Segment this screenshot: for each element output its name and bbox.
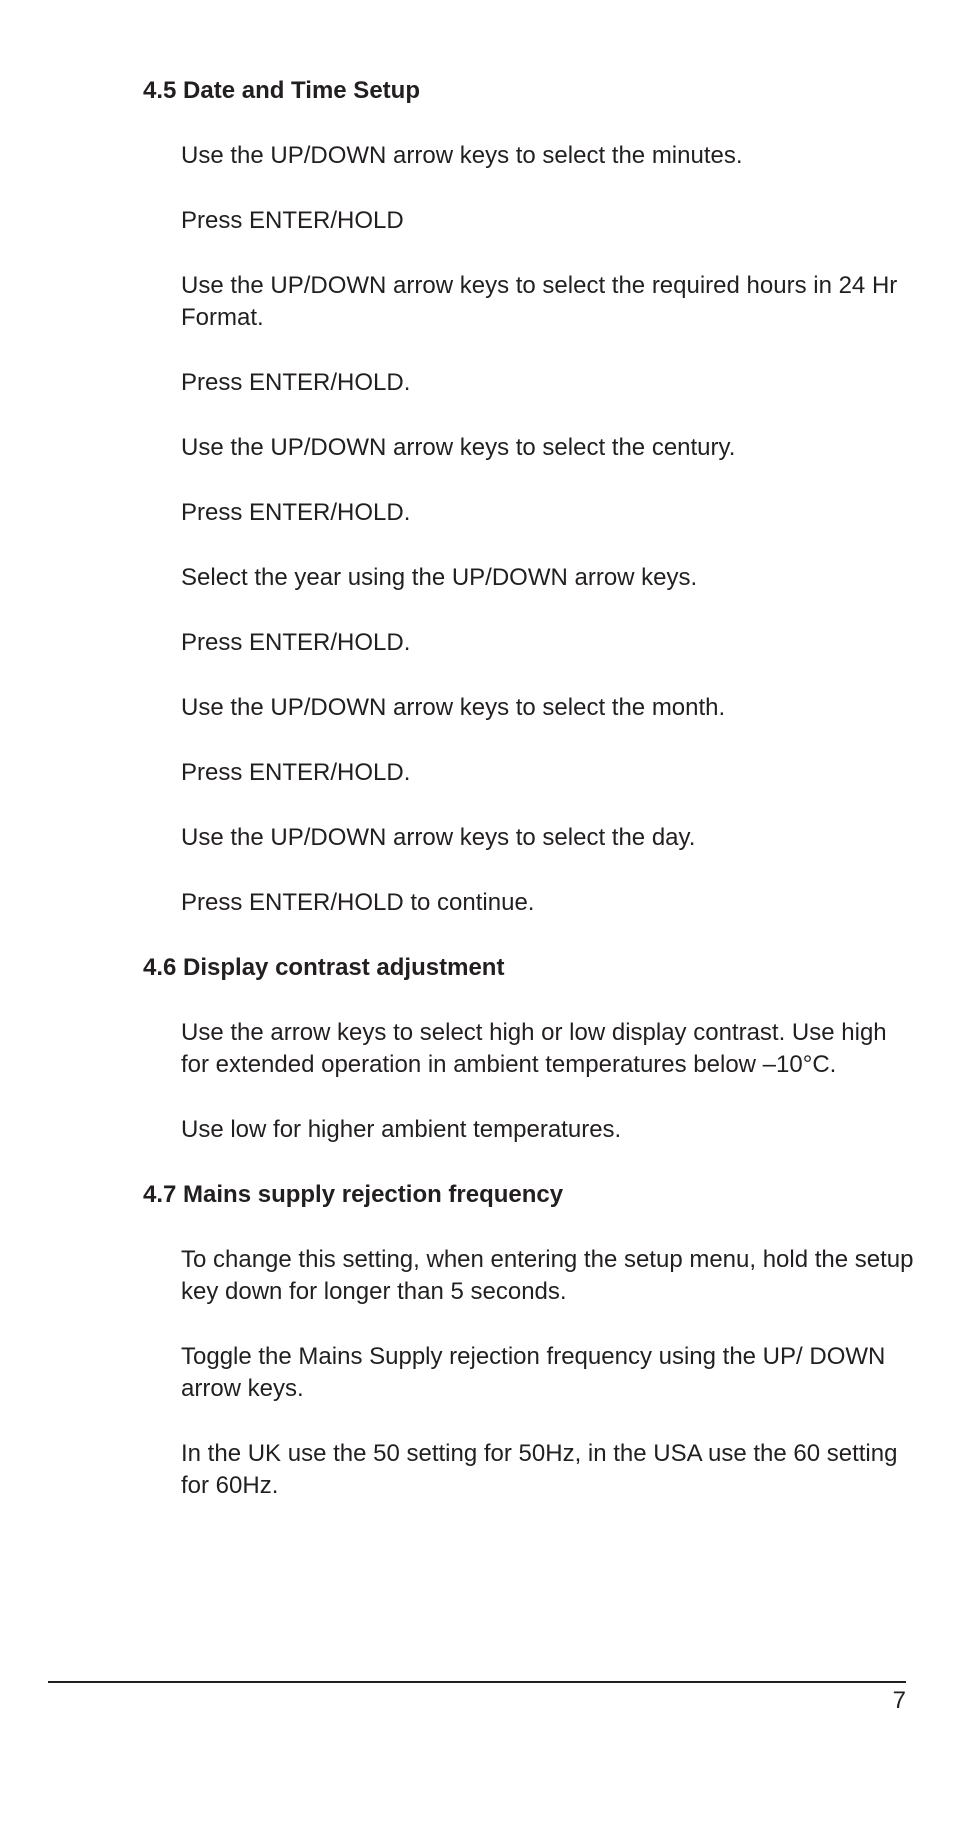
paragraph: Use the UP/DOWN arrow keys to select the day. bbox=[181, 824, 696, 851]
footer-divider bbox=[48, 1681, 906, 1683]
paragraph: Press ENTER/HOLD. bbox=[181, 369, 411, 396]
section-heading: 4.6 Display contrast adjustment bbox=[143, 954, 505, 981]
paragraph: Select the year using the UP/DOWN arrow keys. bbox=[181, 564, 698, 591]
paragraph: Use the arrow keys to select high or low display contrast. Use high for extended operation in ambient temperatures below –10°C. bbox=[181, 1019, 887, 1078]
paragraph: Press ENTER/HOLD. bbox=[181, 499, 411, 526]
paragraph: Use the UP/DOWN arrow keys to select the month. bbox=[181, 694, 726, 721]
paragraph: Press ENTER/HOLD. bbox=[181, 759, 411, 786]
section-display-contrast bbox=[143, 952, 923, 1146]
section-mains-rejection bbox=[143, 1179, 923, 1502]
paragraph: Use the UP/DOWN arrow keys to select the required hours in 24 Hr Format. bbox=[181, 272, 898, 331]
paragraph: Press ENTER/HOLD. bbox=[181, 629, 411, 656]
paragraph: Use low for higher ambient temperatures. bbox=[181, 1116, 622, 1143]
page-content bbox=[143, 75, 923, 1535]
paragraph: Use the UP/DOWN arrow keys to select the minutes. bbox=[181, 142, 743, 169]
page-number: 7 bbox=[892, 1687, 906, 1714]
paragraph: To change this setting, when entering the setup menu, hold the setup key down for longer than 5 seconds. bbox=[181, 1246, 914, 1305]
paragraph: In the UK use the 50 setting for 50Hz, in the USA use the 60 setting for 60Hz. bbox=[181, 1440, 898, 1499]
section-heading: 4.7 Mains supply rejection frequency bbox=[143, 1181, 564, 1208]
section-date-time-setup bbox=[143, 75, 923, 919]
paragraph: Toggle the Mains Supply rejection frequency using the UP/ DOWN arrow keys. bbox=[181, 1343, 886, 1402]
paragraph: Press ENTER/HOLD bbox=[181, 207, 404, 234]
paragraph: Press ENTER/HOLD to continue. bbox=[181, 889, 535, 916]
section-heading: 4.5 Date and Time Setup bbox=[143, 77, 420, 104]
paragraph: Use the UP/DOWN arrow keys to select the century. bbox=[181, 434, 736, 461]
